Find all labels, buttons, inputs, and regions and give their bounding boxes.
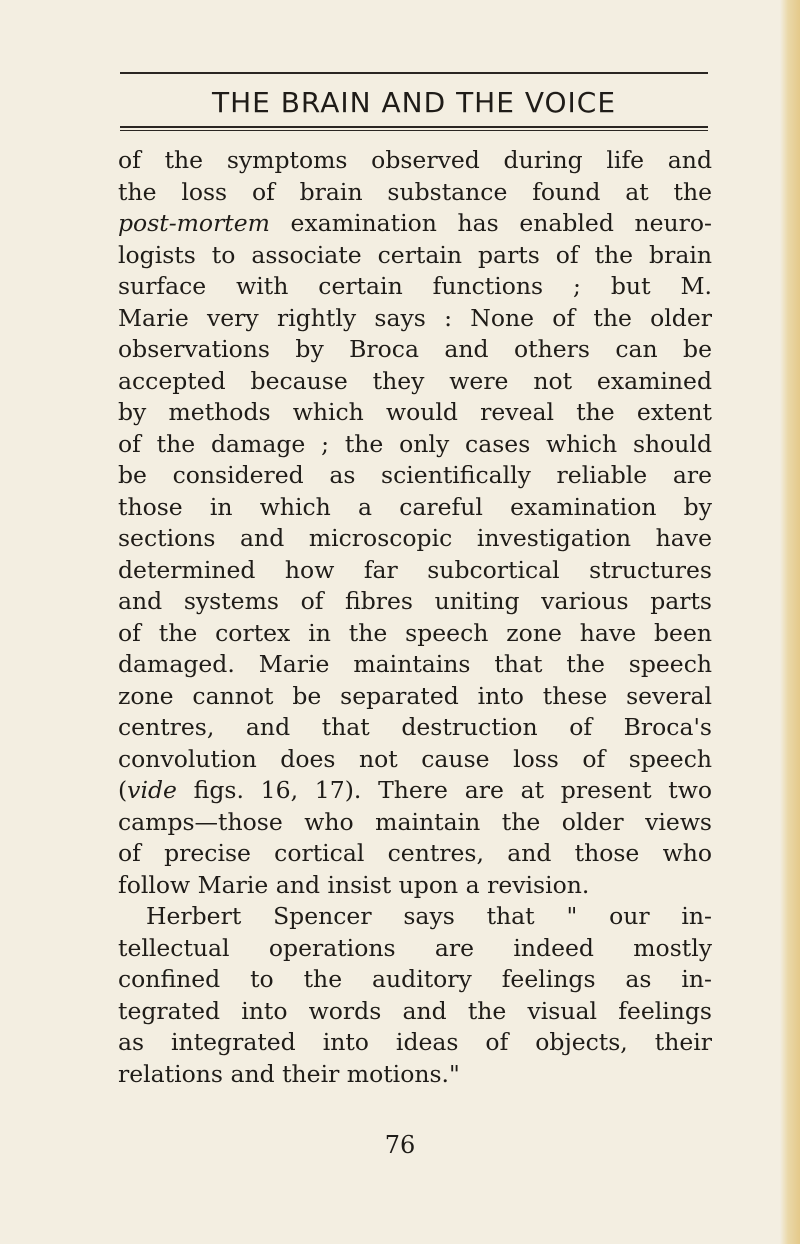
text-line: of the symptoms observed during life and [118,146,712,174]
text-line: convolution does not cause loss of speech [118,744,712,773]
text-line: as integrated into ideas of objects, their [118,1028,712,1056]
text-line: and systems of fibres uniting various parts [118,587,712,615]
text-line: by methods which would reveal the extent [118,398,712,426]
text-line: the loss of brain substance found at the [118,177,712,206]
text-line: of precise cortical centres, and those who [118,839,712,867]
text-line: camps—those who maintain the older views [118,807,712,836]
text-line: Herbert Spencer says that " our in- [146,902,712,930]
text-line [118,775,712,807]
text-line-rest: figs. 16, 17). There are at present two [176,776,712,804]
italic-term: vide [127,776,177,804]
text-line: tellectual operations are indeed mostly [118,933,712,962]
text-line: of the cortex in the speech zone have been [118,618,712,647]
text-line: sections and microscopic investigation have [118,524,712,552]
text-line [118,208,712,240]
header-rule-bottom-thin [120,130,708,131]
body-text [118,145,712,1090]
text-line: relations and their motions." [118,1059,460,1088]
text-line: damaged. Marie maintains that the speech [118,650,712,678]
italic-term: post-mortem [118,209,270,237]
text-line: determined how far subcortical structures [118,555,712,584]
running-head: THE BRAIN AND THE VOICE [211,86,617,119]
text-line: Marie very rightly says : None of the older [118,303,712,332]
page-number: 76 [384,1131,416,1159]
text-line: confined to the auditory feelings as in- [118,965,712,993]
text-line: tegrated into words and the visual feelings [118,996,712,1025]
text-line: accepted because they were not examined [118,366,712,395]
header-rule-bottom [120,126,708,128]
header-rule-top [120,72,708,74]
text-line-rest: examination has enabled neuro- [269,209,712,237]
text-line: centres, and that destruction of Broca's [118,713,712,741]
text-line: be considered as scientifically reliable are [118,461,712,489]
text-line: zone cannot be separated into these several [118,681,712,710]
text-line: of the damage ; the only cases which should [118,429,712,458]
text-line: logists to associate certain parts of the brain [118,240,712,269]
text-line-open-paren: ( [118,776,128,804]
text-line: observations by Broca and others can be [118,335,712,363]
text-line: follow Marie and insist upon a revision. [118,870,590,899]
text-line: surface with certain functions ; but M. [118,272,712,300]
text-line: those in which a careful examination by [118,492,712,521]
